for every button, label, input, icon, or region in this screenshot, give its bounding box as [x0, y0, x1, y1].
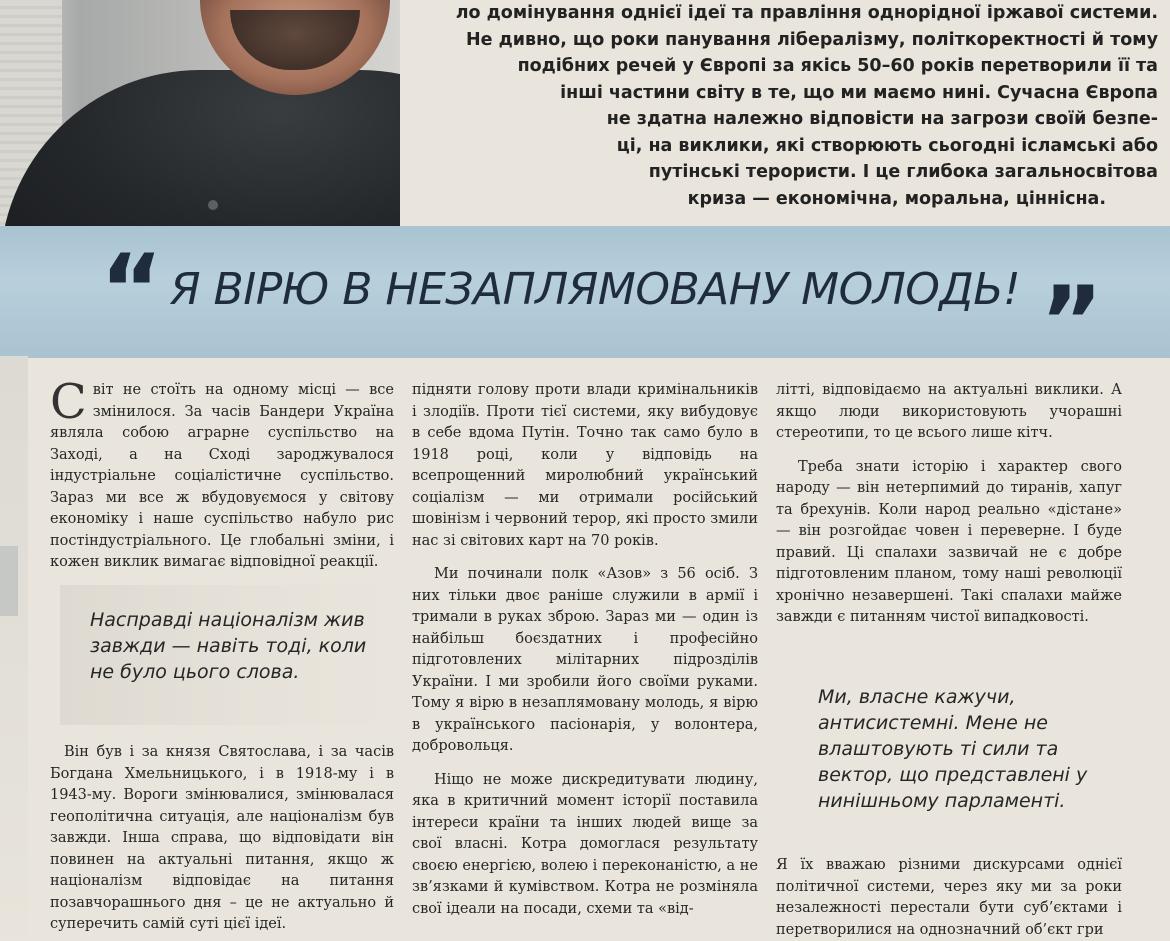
article-column-2 [412, 380, 758, 920]
intro-line: ці, на виклики, які створюють сьогодні ісламські або [616, 135, 1158, 156]
shirt-button [208, 200, 218, 210]
adjacent-page-block [0, 546, 18, 616]
article-paragraph: Ми починали полк «Азов» з 56 осіб. З них тільки двоє раніше служили в армії і тримали в руках зброю. Зараз ми — один із найбільш боєздатних і професійно підготовлених мілітарних підрозділів України. І ми зробили його своїми руками. Тому я вірю в незаплямовану молодь, я вірю в українського пасіонарія, у волонтера, добровольця. [412, 566, 758, 754]
drop-cap: С [50, 374, 87, 430]
article-paragraph: Ніщо не може дискредитувати людину, яка в критичний момент історії поставила інтереси країни та інших людей вище за свої власні. Котра домоглася результату своєю енергією, волею і переконаністю, а не зв’язками й кумівством. Котра не розміняла свої ідеали на посади, схеми та «від- [412, 771, 758, 917]
open-quote-mark: “ [100, 234, 164, 346]
article-paragraph [50, 374, 394, 574]
article-paragraph: літті, відповідаємо на актуальні виклики. А якщо люди використовують учорашні стереотипи, то це всього лише кітч. [776, 382, 1122, 441]
intro-line: подібних речей у Європі за якісь 50–60 років перетворили її та [517, 56, 1158, 76]
portrait-photo [0, 0, 400, 232]
article-paragraph: Він був і за князя Святослава, і за часів Богдана Хмельницького, і в 1918-му і в 1943-му. Вороги змінювалися, змінювалася геополітична ситуація, але націоналізм був завжди. Інша справа, що відповідати він повинен на актуальні питання, якщо ж націоналізм відповідає на питання позавчорашнього дня – це не актуально й суперечить самій суті цієї ідеї. [50, 744, 394, 932]
pull-quote-1 [60, 585, 390, 725]
pull-quote-2 [800, 684, 1100, 814]
intro-lead [400, 0, 1158, 225]
pull-quote-text: Ми, власне кажучи, антисистемні. Мене не влаштовують ті сили та вектор, що представлені у нинішньому парламенті. [818, 686, 1088, 812]
article-column-3 [776, 380, 1122, 629]
article-paragraph: підняти голову проти влади кримінальників і злодіїв. Проти тієї системи, яку вибудовує в себе вдома Путін. Точно так само було в 1918 році, коли у відповідь на всепрощенний миролюбний український соціалізм — ми отримали російський шовінізм і червоний терор, які просто змили нас зі світових карт на 70 років. [412, 382, 758, 549]
intro-line: путінські терористи. І це глибока загальносвітова [648, 162, 1158, 182]
article-column-1-continued [50, 742, 394, 936]
article-column-3-continued [776, 855, 1122, 941]
pull-quote-text: Насправді націоналізм жив завжди — навіть тоді, коли не було цього слова. [90, 609, 367, 683]
intro-line: інші частини світу в те, що ми маємо нині. Сучасна Європа [560, 82, 1158, 103]
article-column-1 [50, 374, 394, 574]
paragraph-text: віт не стоїть на одному місці — все змінилося. За часів Бандери Україна являла собою аграрне суспільство на Заході, а на Сході зароджувалося індустріальне соціалістичне суспільство. Зараз ми все ж вбудовуємося у світову економіку і наше суспільство набуло рис постіндустріального. Це глобальні зміни, і кожен виклик вимагає відповідної реакції. [50, 382, 394, 570]
intro-line: Не дивно, що роки панування лібералізму, політкоректності й тому [466, 29, 1158, 50]
article-paragraph: Треба знати історію і характер свого народу — він нетерпимий до тиранів, хапуг та брехунів. Коли народ реально «дістане» — він розгойдає човен і переверне. І буде правий. Ці спалахи зазвичай не є добре підготовленим планом, тому наші революції хронічно незавершені. Такі спалахи майже завжди є питанням чистої випадковості. [776, 458, 1122, 625]
headline-title: Я ВІРЮ В НЕЗАПЛЯМОВАНУ МОЛОДЬ! [170, 264, 1021, 315]
intro-line: ло домінування однієї ідеї та правління однорідної іржавої системи. [455, 3, 1158, 23]
intro-line: не здатна належно відповісти на загрози своїй безпе- [606, 109, 1158, 129]
intro-line: криза — економічна, моральна, ціннісна. [687, 188, 1106, 209]
article-paragraph: Я їх вважаю різними дискурсами однієї політичної системи, через яку ми за роки незалежності перестали бути суб’єктами і перетворилися на однозначний об’єкт гри [776, 857, 1122, 938]
close-quote-mark: ” [1040, 266, 1104, 378]
adjacent-page-edge [0, 356, 28, 936]
